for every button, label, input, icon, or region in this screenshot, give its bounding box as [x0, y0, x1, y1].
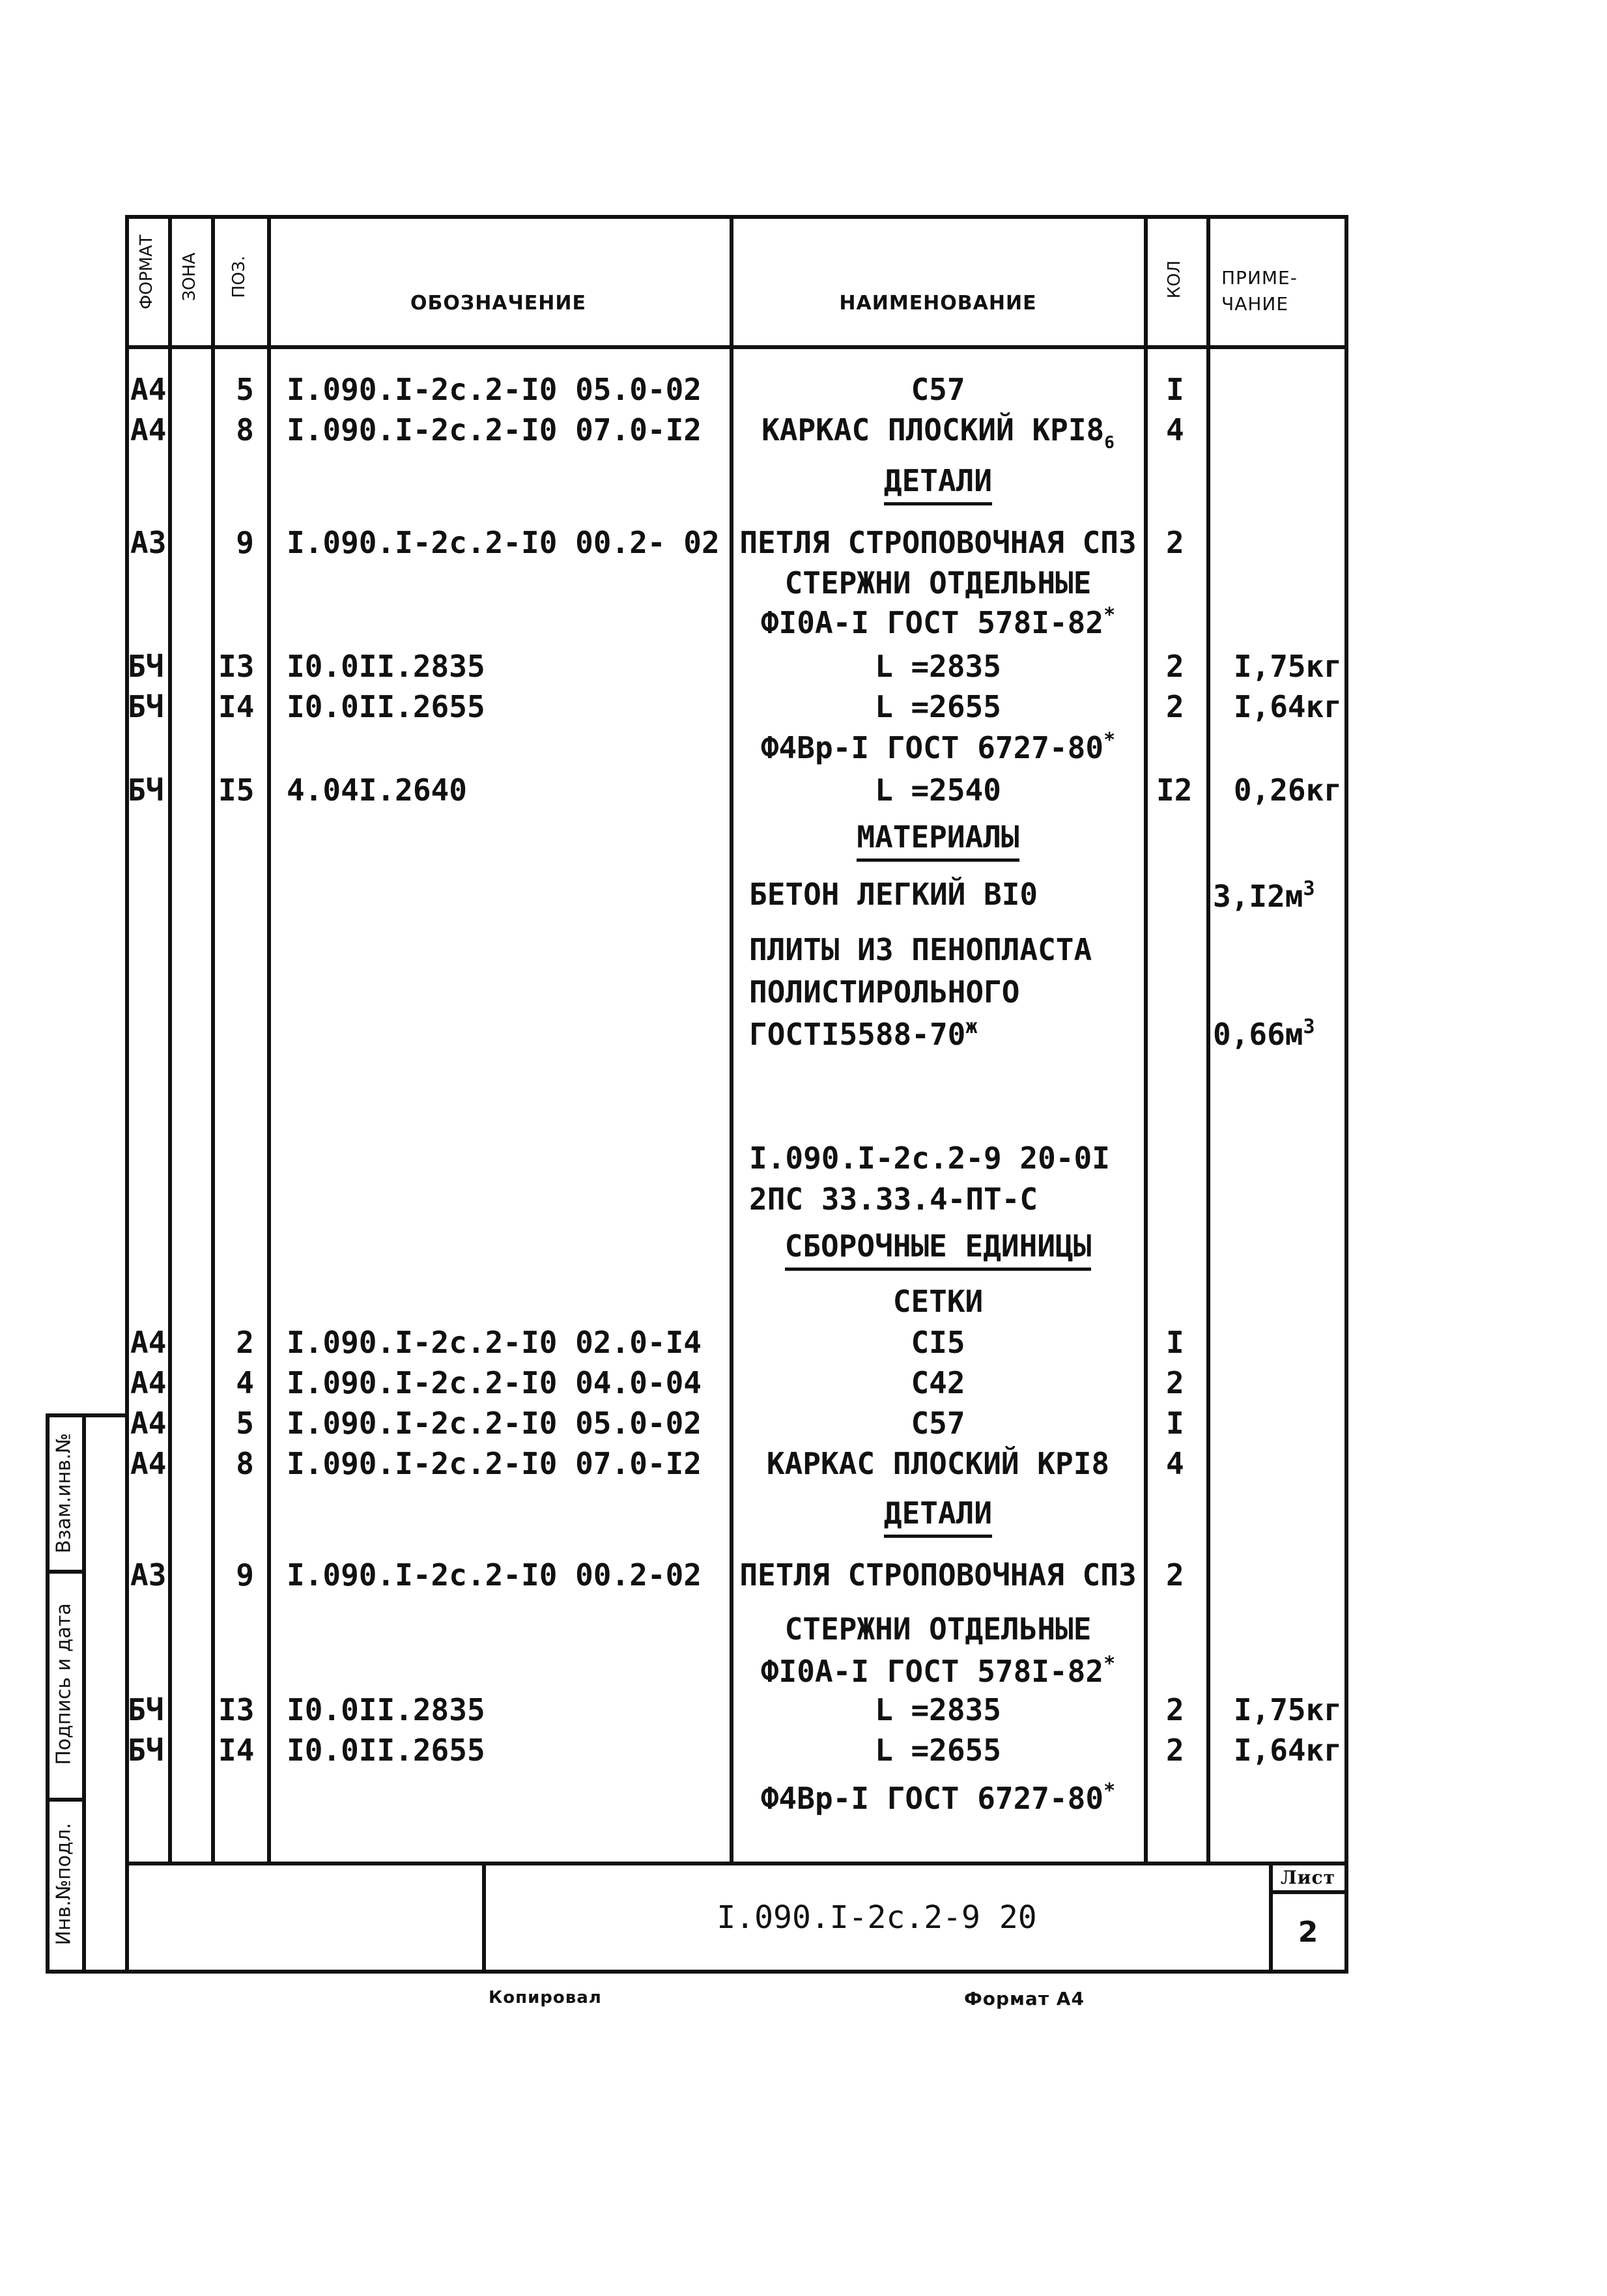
- row-pos: 5: [236, 1406, 254, 1441]
- row-qty: 2: [1166, 1733, 1184, 1768]
- row-qty: I: [1166, 1325, 1184, 1360]
- row-qty: I: [1166, 372, 1184, 407]
- col-line-name: [1144, 215, 1148, 1864]
- row-format: А4: [130, 372, 167, 407]
- header-bottom-line: [125, 345, 1348, 349]
- star-mark: *: [1103, 1652, 1116, 1675]
- row-designation: I0.0II.2655: [287, 1733, 485, 1768]
- row-name: БЕТОН ЛЕГКИЙ ВI0: [749, 877, 1038, 912]
- col-line-designation: [730, 215, 733, 1864]
- row-name: ПЛИТЫ ИЗ ПЕНОПЛАСТА: [749, 932, 1092, 967]
- header-qty: КОЛ: [1165, 260, 1184, 299]
- row-designation: I.090.I-2с.2-I0 07.0-I2: [287, 1446, 702, 1481]
- section-title: [736, 1495, 1140, 1531]
- row-name: 2ПС 33.33.4-ПТ-С: [749, 1182, 1038, 1217]
- section-title-text: ДЕТАЛИ: [884, 463, 992, 505]
- header-pos: ПОЗ.: [229, 255, 249, 298]
- row-designation: I.090.I-2с.2-I0 05.0-02: [287, 1406, 702, 1441]
- row-name: L =2655: [875, 689, 1001, 724]
- row-name-text: ФI0А-I ГОСТ 578I-82: [760, 1654, 1104, 1689]
- star-mark: *: [1103, 604, 1116, 627]
- row-format: А4: [130, 1446, 167, 1481]
- row-name: СI5: [911, 1325, 965, 1360]
- row-name: [736, 731, 1140, 763]
- row-qty: 2: [1166, 1365, 1184, 1400]
- stamp-sheet-line: [1269, 1890, 1347, 1894]
- row-pos: I3: [218, 1692, 255, 1727]
- kr-subscript: 6: [1104, 433, 1115, 453]
- row-pos: 2: [236, 1325, 254, 1360]
- row-pos: 8: [236, 1446, 254, 1481]
- row-name: СТЕРЖНИ ОТДЕЛЬНЫЕ: [784, 565, 1092, 601]
- row-designation: I.090.I-2с.2-I0 04.0-04: [287, 1365, 702, 1400]
- row-name-text: Ф4Вр-I ГОСТ 6727-80: [760, 1781, 1104, 1816]
- frame-right: [1344, 215, 1348, 1974]
- row-format: БЧ: [128, 1692, 164, 1727]
- row-name: [736, 606, 1140, 638]
- row-pos: 9: [236, 525, 254, 560]
- col-line-qty: [1206, 215, 1210, 1864]
- side-sign-date: Подпись и дата: [52, 1603, 76, 1765]
- stamp-designation: I.090.I-2с.2-9 20: [717, 1899, 1037, 1936]
- row-qty: 2: [1166, 649, 1184, 684]
- row-format: А4: [130, 1406, 167, 1441]
- row-note-text: 0,66м: [1213, 1017, 1303, 1052]
- row-format: А4: [130, 1325, 167, 1360]
- row-format: А4: [130, 412, 167, 447]
- row-name: СТЕРЖНИ ОТДЕЛЬНЫЕ: [784, 1611, 1092, 1647]
- row-note-text: 3,I2м: [1213, 879, 1303, 914]
- row-name: L =2835: [875, 649, 1001, 684]
- row-pos: 8: [236, 412, 254, 447]
- frame-top: [125, 215, 1348, 219]
- row-qty: 2: [1166, 1692, 1184, 1727]
- row-name: С57: [911, 1406, 965, 1441]
- header-name: НАИМЕНОВАНИЕ: [839, 292, 1037, 315]
- header-note-2: ЧАНИЕ: [1221, 293, 1289, 315]
- row-format: А3: [130, 525, 167, 560]
- row-name: ПЕТЛЯ СТРОПОВОЧНАЯ СПЗ: [739, 1557, 1137, 1593]
- row-note: I,64кг: [1233, 1733, 1342, 1768]
- side-strip-bottom: [46, 1970, 128, 1974]
- row-name: [736, 412, 1140, 453]
- row-qty: 2: [1166, 689, 1184, 724]
- side-strip-left: [46, 1413, 50, 1974]
- side-strip-mid: [82, 1413, 86, 1974]
- row-qty: 2: [1166, 1557, 1184, 1593]
- row-name: [749, 1015, 978, 1052]
- row-name: ПОЛИСТИРОЛЬНОГО: [749, 974, 1020, 1010]
- cube-mark: 3: [1303, 1015, 1315, 1038]
- section-title: [736, 463, 1140, 498]
- row-name: СЕТКИ: [892, 1284, 984, 1319]
- cube-mark: 3: [1303, 877, 1315, 900]
- row-name: I.090.I-2с.2-9 20-0I: [749, 1141, 1110, 1176]
- section-title-text: СБОРОЧНЫЕ ЕДИНИЦЫ: [785, 1228, 1092, 1271]
- row-note: 0,26кг: [1233, 772, 1342, 808]
- section-title-text: ДЕТАЛИ: [884, 1495, 992, 1538]
- header-zone: ЗОНА: [180, 252, 199, 302]
- row-designation: I.090.I-2с.2-I0 07.0-I2: [287, 412, 702, 447]
- row-designation: I0.0II.2835: [287, 649, 485, 684]
- row-format: БЧ: [128, 649, 164, 684]
- col-line-pos: [267, 215, 271, 1864]
- row-format: А3: [130, 1557, 167, 1593]
- row-pos: I4: [218, 689, 255, 724]
- row-name: С57: [911, 372, 965, 407]
- row-note: I,75кг: [1233, 1692, 1342, 1727]
- row-name: ПЕТЛЯ СТРОПОВОЧНАЯ СПЗ: [739, 525, 1137, 560]
- row-qty: 4: [1166, 412, 1184, 447]
- frame-bottom: [125, 1970, 1348, 1974]
- row-designation: I.090.I-2с.2-I0 05.0-02: [287, 372, 702, 407]
- section-title-text: МАТЕРИАЛЫ: [857, 819, 1019, 862]
- row-name: L =2835: [875, 1692, 1001, 1727]
- row-format: БЧ: [128, 1733, 164, 1768]
- row-name: L =2655: [875, 1733, 1001, 1768]
- row-name: L =2540: [875, 772, 1001, 808]
- row-qty: I: [1166, 1406, 1184, 1441]
- row-note: [1213, 1015, 1315, 1052]
- row-pos: 4: [236, 1365, 254, 1400]
- footer-copied: Копировал: [489, 1988, 602, 2007]
- row-name-text: ГОСТI5588-70: [749, 1017, 966, 1052]
- sheet-label: Лист: [1281, 1867, 1335, 1888]
- row-designation: I0.0II.2655: [287, 689, 485, 724]
- section-title: [736, 1228, 1140, 1264]
- row-name-text: Ф4Вр-I ГОСТ 6727-80: [760, 730, 1104, 765]
- stamp-top-line: [125, 1862, 1348, 1865]
- row-designation: I.090.I-2с.2-I0 00.2- 02: [287, 525, 720, 560]
- row-qty: 4: [1166, 1446, 1184, 1481]
- row-designation: I0.0II.2835: [287, 1692, 485, 1727]
- header-note-1: ПРИМЕ-: [1221, 267, 1298, 289]
- row-name-text: КАРКАС ПЛОСКИЙ КРI8: [761, 412, 1105, 447]
- col-line-zone: [211, 215, 215, 1864]
- header-format: ФОРМАТ: [137, 234, 156, 309]
- row-pos: 5: [236, 372, 254, 407]
- row-qty: I2: [1156, 772, 1193, 808]
- row-format: БЧ: [128, 689, 164, 724]
- row-designation: I.090.I-2с.2-I0 00.2-02: [287, 1557, 702, 1593]
- header-designation: ОБОЗНАЧЕНИЕ: [410, 292, 586, 315]
- star-mark: *: [1103, 1779, 1116, 1802]
- gost-change-mark: ж: [965, 1015, 978, 1038]
- row-note: I,64кг: [1233, 689, 1342, 724]
- star-mark: *: [1103, 729, 1116, 752]
- row-pos: I4: [218, 1733, 255, 1768]
- row-designation: I.090.I-2с.2-I0 02.0-I4: [287, 1325, 702, 1360]
- col-line-format: [168, 215, 172, 1864]
- row-designation: 4.04I.2640: [287, 772, 467, 808]
- row-note: I,75кг: [1233, 649, 1342, 684]
- row-name: С42: [911, 1365, 965, 1400]
- row-pos: 9: [236, 1557, 254, 1593]
- row-pos: I3: [218, 649, 255, 684]
- sheet-number: 2: [1298, 1916, 1318, 1949]
- row-name: [736, 1652, 1140, 1689]
- row-name: КАРКАС ПЛОСКИЙ КРI8: [766, 1446, 1110, 1481]
- row-format: А4: [130, 1365, 167, 1400]
- section-title: [736, 819, 1140, 855]
- row-pos: I5: [218, 772, 255, 808]
- row-format: БЧ: [128, 772, 164, 808]
- row-qty: 2: [1166, 525, 1184, 560]
- side-inv-no: Инв.№подл.: [52, 1822, 76, 1946]
- row-name: [736, 1779, 1140, 1816]
- row-name-text: ФI0А-I ГОСТ 578I-82: [760, 605, 1104, 640]
- side-swap-inv: Взам.инв.№: [52, 1433, 76, 1553]
- footer-format: Формат А4: [964, 1988, 1085, 2009]
- row-note: [1213, 877, 1315, 914]
